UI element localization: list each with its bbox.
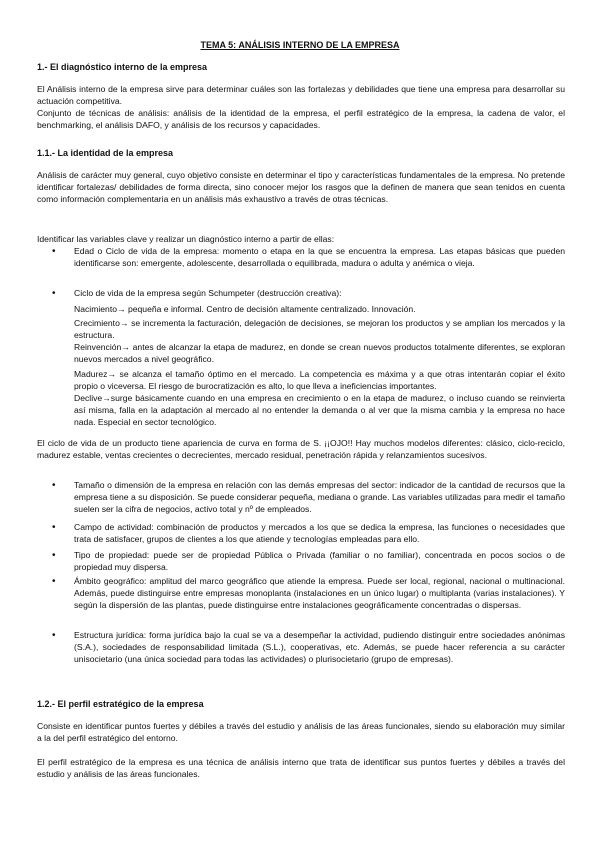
section-1-heading: 1.- El diagnóstico interno de la empresa xyxy=(37,62,208,72)
document-title: TEMA 5: ANÁLISIS INTERNO DE LA EMPRESA xyxy=(200,40,400,50)
stage-declive: Declive→surge básicamente cuando en una empresa en crecimiento o en la etapa de madurez, o incluso cuando se reinvierta así misma, falla en la adaptación al mercado al no entender la demanda o al ver que la misma cambia y la empresa no hace nada. Especial en sector tecnológico. xyxy=(74,393,565,427)
section-1-2-heading: 1.2.- El perfil estratégico de la empresa xyxy=(37,699,204,709)
variables-intro: Identificar las variables clave y realizar un diagnóstico interno a partir de ellas: xyxy=(37,234,335,244)
bullet: • xyxy=(52,576,56,587)
bullet: • xyxy=(52,288,56,299)
list-item-ambito: Ámbito geográfico: amplitud del marco geográfico que atiende la empresa. Puede ser local, regional, nacional o multinacional. Además, puede distinguirse entre empresas monoplanta (instalaciones en un único lugar) o multiplanta (varias instalaciones). Y según la dispersión de las plantas, puede distinguirse entre instalaciones geográficamente concentradas o dispersas. xyxy=(74,576,565,610)
section-1-1-paragraph: Análisis de carácter muy general, cuyo objetivo consiste en determinar el tipo y características fundamentales de la empresa. No pretende identificar fortalezas/ debilidades de forma directa, sino conocer mejor los rasgos que la definen de manera que sean tenidos en cuenta como información complementaria en un análisis más exhaustivo a través de otras técnicas. xyxy=(37,170,565,204)
section-1-2-paragraph-1: Consiste en identificar puntos fuertes y débiles a través del estudio y análisis de las áreas funcionales, siendo su elaboración muy similar a la del perfil estratégico del entorno. xyxy=(37,721,565,743)
list-item-tamano: Tamaño o dimensión de la empresa en relación con las demás empresas del sector: indicador de la cantidad de recursos que la empresa tiene a su disposición. Se puede considerar pequeña, mediana o grande. Las variables utilizadas para medir el tamaño suelen ser la cifra de negocios, activo total y nº de empleados. xyxy=(74,480,565,514)
stage-reinvencion: Reinvención→ antes de alcanzar la etapa de madurez, en donde se crean nuevos productos totalmente diferentes, se exploran nuevos mercados a nivel geográfico. xyxy=(74,342,565,364)
list-item-ciclo: Ciclo de vida de la empresa según Schumpeter (destrucción creativa): xyxy=(74,288,342,298)
section-1-1-heading: 1.1.- La identidad de la empresa xyxy=(37,148,174,158)
bullet: • xyxy=(52,480,56,491)
bullet: • xyxy=(52,522,56,533)
section-1-paragraph-2: Conjunto de técnicas de análisis: análisis de la identidad de la empresa, el perfil estratégico de la empresa, la cadena de valor, el benchmarking, el análisis DAFO, y análisis de los recursos y capacidades. xyxy=(37,108,565,130)
list-item-edad: Edad o Ciclo de vida de la empresa: momento o etapa en la que se encuentra la empresa. Las etapas básicas que pueden identificarse son: emergente, adolescente, desarrollada o equilibrada, madura o adulta y anémica o vieja. xyxy=(74,246,565,268)
stage-madurez: Madurez→ se alcanza el tamaño óptimo en el mercado. La competencia es máxima y a que otras intentarán copiar el éxito propio o viceversa. El riesgo de burocratización es alto, lo que lleva a ineficiencias importantes. xyxy=(74,369,565,391)
stage-nacimiento: Nacimiento→ pequeña e informal. Centro de decisión altamente centralizado. Innovación. xyxy=(74,304,416,314)
bullet: • xyxy=(52,630,56,641)
bullet: • xyxy=(52,550,56,561)
section-1-2-paragraph-2: El perfil estratégico de la empresa es una técnica de análisis interno que trata de identificar sus puntos fuertes y débiles a través del estudio y análisis de las áreas funcionales. xyxy=(37,757,565,779)
section-1-paragraph-1: El Análisis interno de la empresa sirve para determinar cuáles son las fortalezas y debilidades que tiene una empresa para desarrollar su actuación competitiva. xyxy=(37,84,565,106)
list-item-campo: Campo de actividad: combinación de productos y mercados a los que se dedica la empresa, las funciones o necesidades que trata de satisfacer, grupos de clientes a los que atiende y tecnologías empleadas para ello. xyxy=(74,522,565,544)
stage-crecimiento: Crecimiento→ se incrementa la facturación, delegación de decisiones, se mejoran los productos y se amplian los mercados y la estructura. xyxy=(74,318,565,340)
list-item-estructura: Estructura jurídica: forma jurídica bajo la cual se va a desempeñar la actividad, pudiendo distinguir entre sociedades anónimas (S.A.), sociedades de responsabilidad limitada (S.L.), cooperativas, etc. Además, se puede hacer referencia a su carácter unisocietario (una única sociedad para todas las actividades) o plurisocietario (grupo de empresas). xyxy=(74,630,565,664)
producto-paragraph: El ciclo de vida de un producto tiene apariencia de curva en forma de S. ¡¡OJO!! Hay muchos modelos diferentes: clásico, ciclo-reciclo, madurez estable, ventas crecientes o decrecientes, mercado residual, penetración rápida y relanzamientos sucesivos. xyxy=(37,438,565,460)
bullet: • xyxy=(52,246,56,257)
list-item-propiedad: Tipo de propiedad: puede ser de propiedad Pública o Privada (familiar o no familiar), concentrada en pocos socios o de propiedad muy dispersa. xyxy=(74,550,565,572)
